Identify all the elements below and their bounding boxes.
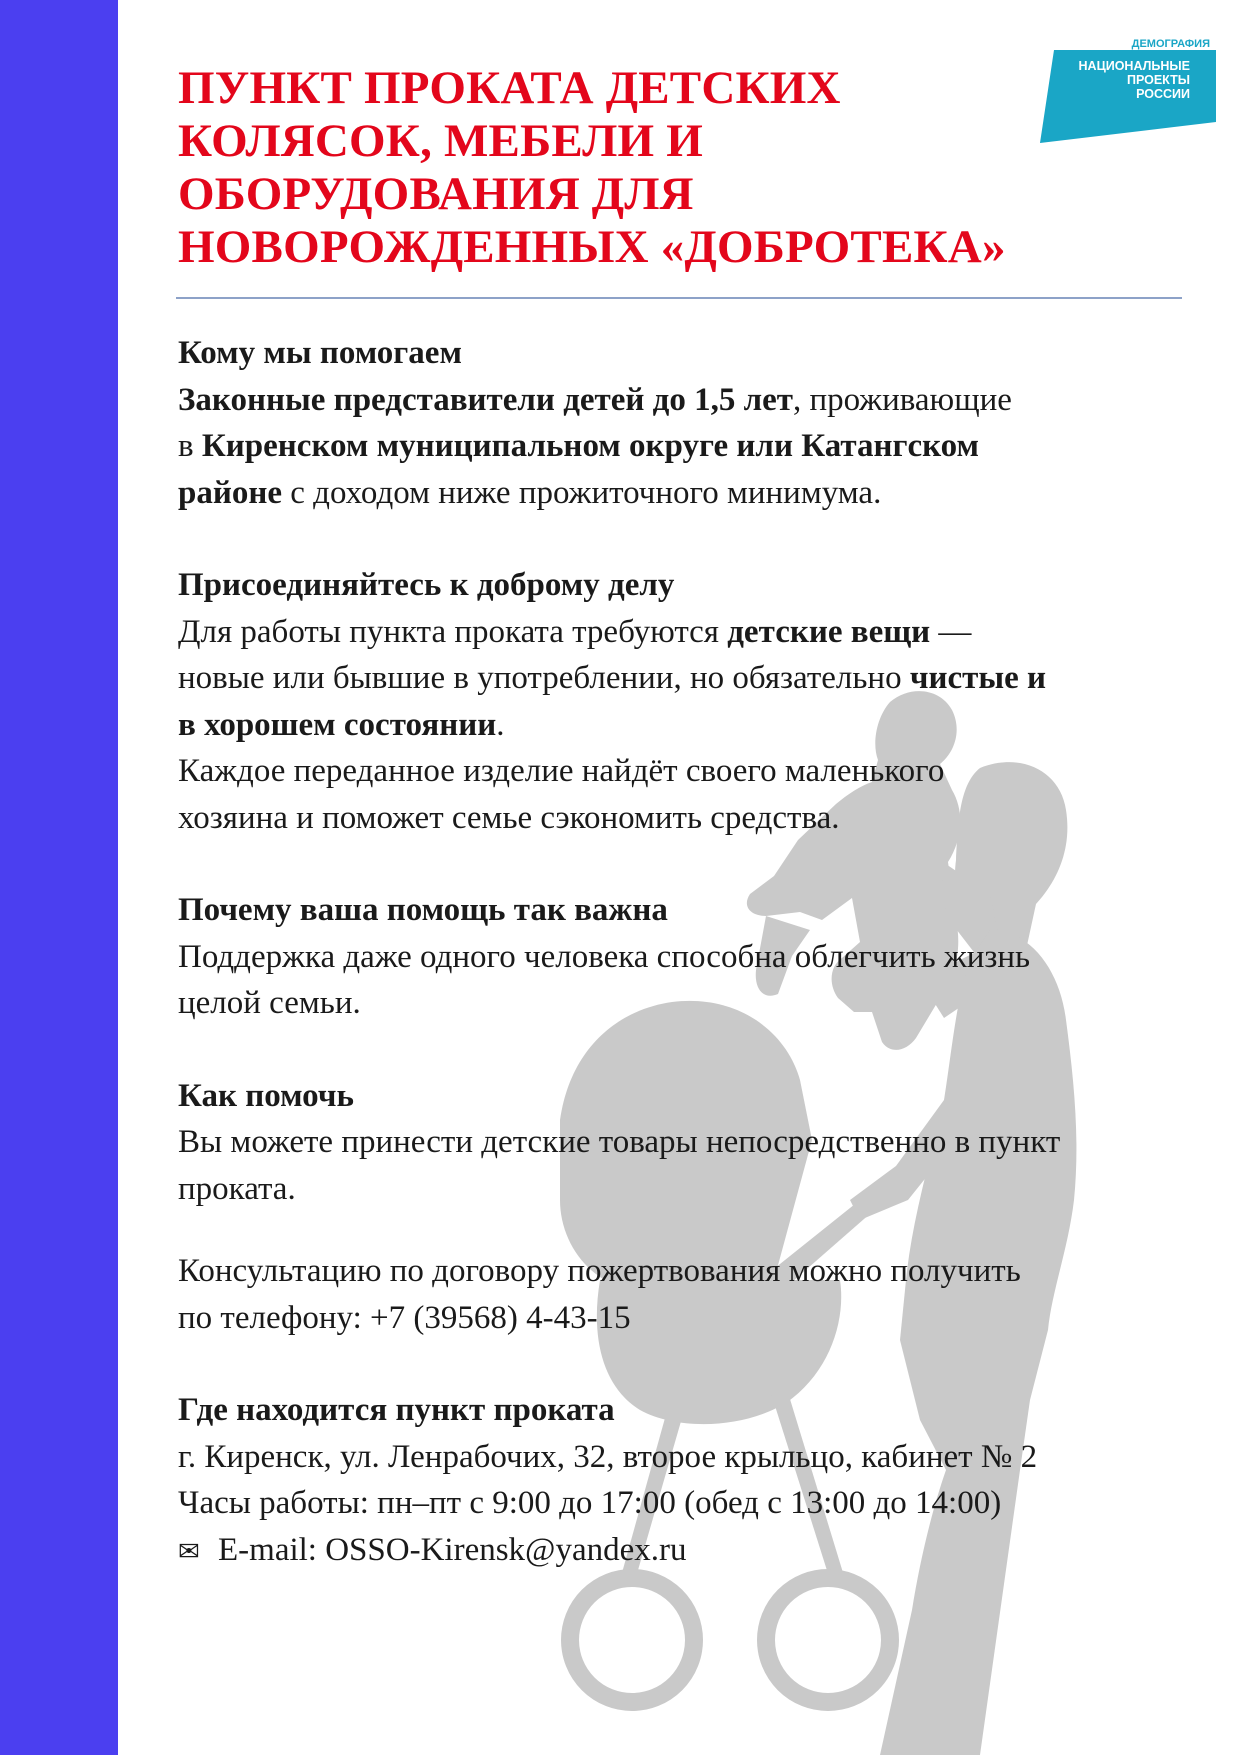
page-title (178, 62, 1198, 274)
section-consultation (178, 1248, 1198, 1341)
text-line: районе с доходом ниже прожиточного минимума. (178, 474, 882, 511)
section-heading: Где находится пункт проката (178, 1392, 615, 1428)
title-line: ПУНКТ ПРОКАТА ДЕТСКИХ (178, 62, 841, 114)
text-line: Поддержка даже одного человека способна облегчить жизнь (178, 938, 1031, 975)
section-why (178, 887, 1198, 1027)
text-line: Вы можете принести детские товары непосредственно в пункт (178, 1124, 1061, 1160)
text-line: Законные представители детей до 1,5 лет, проживающие (178, 381, 1012, 418)
title-line: ОБОРУДОВАНИЯ ДЛЯ (178, 168, 694, 220)
text-line: новые или бывшие в употреблении, но обязательно чистые и (178, 660, 1047, 696)
logo-text-projects: ПРОЕКТЫ (1126, 73, 1190, 87)
email-text[interactable]: E-mail: OSSO-Kirensk@yandex.ru (218, 1531, 687, 1568)
title-line: КОЛЯСОК, МЕБЕЛИ И (178, 115, 703, 167)
section-join (178, 562, 1198, 841)
section-heading: Почему ваша помощь так важна (178, 892, 668, 928)
section-how (178, 1073, 1198, 1213)
envelope-icon: ✉ (178, 1536, 200, 1566)
address-line: г. Киренск, ул. Ленрабочих, 32, второе крыльцо, кабинет № 2 (178, 1438, 1038, 1475)
section-who-we-help (178, 330, 1198, 516)
section-heading: Присоединяйтесь к доброму делу (178, 567, 675, 603)
logo-text-russia: РОССИИ (1136, 87, 1190, 101)
section-location (178, 1387, 1198, 1575)
text-line: Каждое переданное изделие найдёт своего маленького (178, 753, 945, 789)
side-accent-bar (0, 0, 118, 1755)
title-line: НОВОРОЖДЕННЫХ «ДОБРОТЕКА» (178, 221, 1006, 273)
section-heading: Как помочь (178, 1077, 354, 1114)
logo-text-national: НАЦИОНАЛЬНЫЕ (1078, 59, 1190, 73)
text-line: Для работы пункта проката требуются детские вещи — (178, 613, 972, 650)
text-line: в хорошем состоянии. (178, 706, 505, 743)
email-line (178, 1527, 1198, 1576)
text-line: Консультацию по договору пожертвования можно получить (178, 1253, 1021, 1289)
text-line: проката. (178, 1170, 296, 1207)
document-body (178, 330, 1198, 1575)
title-block (178, 62, 1198, 274)
title-divider (176, 297, 1182, 299)
text-line: в Киренском муниципальном округе или Катангском (178, 428, 980, 464)
text-line: целой семьи. (178, 985, 361, 1021)
hours-line: Часы работы: пн–пт с 9:00 до 17:00 (обед с 13:00 до 14:00) (178, 1485, 1002, 1521)
logo-text-demography: ДЕМОГРАФИЯ (1131, 38, 1210, 50)
text-line: хозяина и поможет семье сэкономить средства. (178, 799, 840, 836)
section-heading: Кому мы помогаем (178, 335, 462, 371)
phone-line: по телефону: +7 (39568) 4-43-15 (178, 1299, 631, 1336)
